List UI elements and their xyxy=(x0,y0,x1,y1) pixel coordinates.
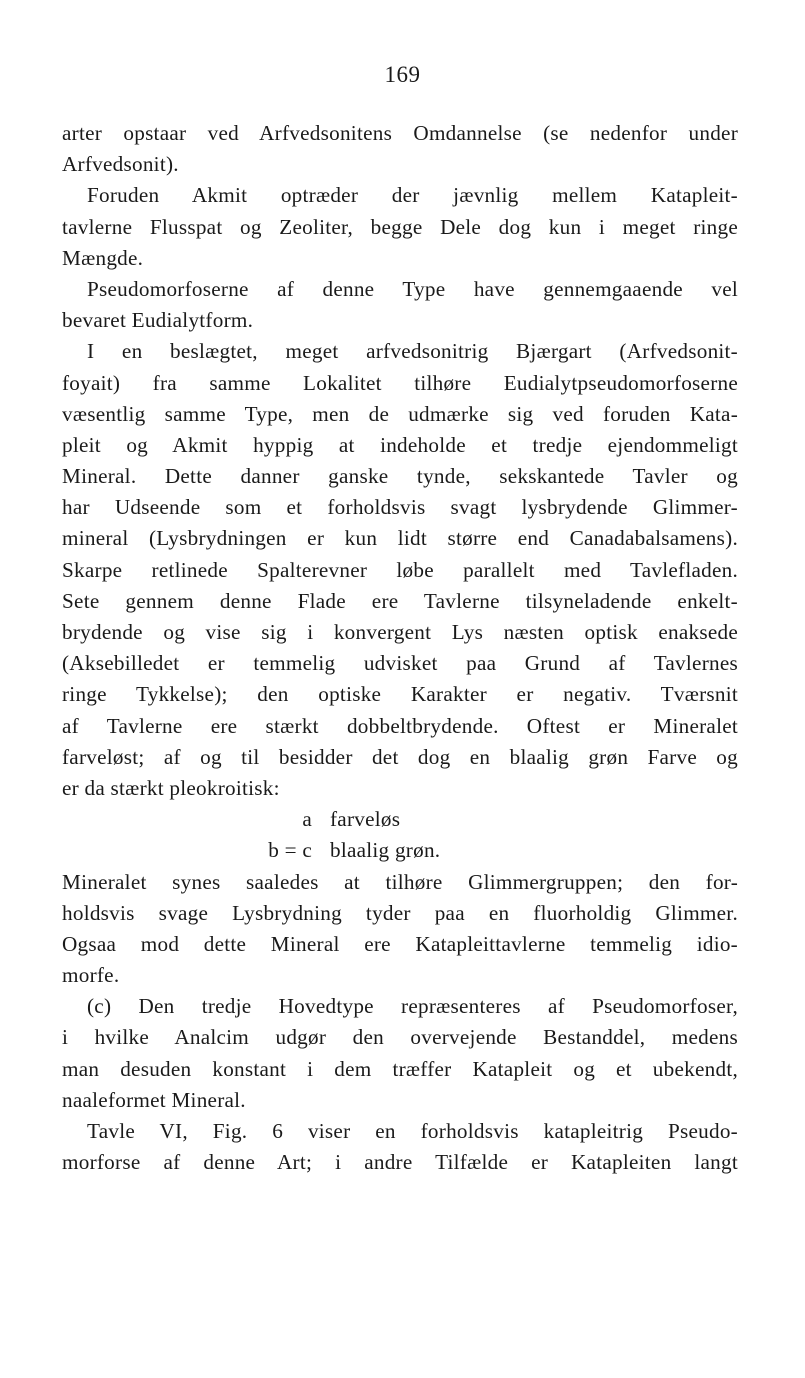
text-line: i hvilke Analcim udgør den overvejende Bestanddel, medens xyxy=(62,1025,738,1050)
text-line: Tavle VI, Fig. 6 viser en forholdsvis katapleitrig Pseudo- xyxy=(87,1119,738,1143)
text-line: er da stærkt pleokroitisk: xyxy=(62,775,280,800)
formula-description: farveløs xyxy=(330,807,401,832)
page-number: 169 xyxy=(384,62,421,87)
text-line: naaleformet Mineral. xyxy=(62,1087,246,1112)
text-line: pleit og Akmit hyppig at indeholde et tredje ejendommeligt xyxy=(62,432,738,457)
formula-symbol: b = c xyxy=(268,838,312,863)
text-line: man desuden konstant i dem træffer Katapleit og et ubekendt, xyxy=(62,1056,738,1081)
text-line: bevaret Eudialytform. xyxy=(62,308,254,333)
text-line: arter opstaar ved Arfvedsonitens Omdannelse (se nedenfor under xyxy=(62,121,738,145)
formula-symbol: a xyxy=(302,807,312,832)
formula-row xyxy=(62,804,738,835)
text-line: Pseudomorfoserne af denne Type have gennemgaaende vel xyxy=(87,276,738,301)
formula-row xyxy=(62,835,738,866)
body-text xyxy=(62,118,738,1178)
paragraph-lines-after-formula xyxy=(62,867,738,1179)
text-line: farveløst; af og til besidder det dog en blaalig grøn Farve og xyxy=(62,744,738,769)
text-line: tavlerne Flusspat og Zeoliter, begge Dele dog kun i meget ringe xyxy=(62,214,738,239)
text-line: Skarpe retlinede Spalterevner løbe parallelt med Tavlefladen. xyxy=(62,557,738,582)
text-line: Arfvedsonit). xyxy=(62,152,179,177)
text-line: mineral (Lysbrydningen er kun lidt større end Canadabalsamens). xyxy=(62,526,738,551)
text-line: morfe. xyxy=(62,963,120,988)
text-line: Mængde. xyxy=(62,245,144,270)
text-line: ringe Tykkelse); den optiske Karakter er negativ. Tværsnit xyxy=(62,682,738,707)
text-line: Foruden Akmit optræder der jævnlig mellem Katapleit- xyxy=(87,183,738,208)
text-line: væsentlig samme Type, men de udmærke sig ved foruden Kata- xyxy=(62,401,738,426)
text-line: I en beslægtet, meget arfvedsonitrig Bjærgart (Arfvedsonit- xyxy=(87,339,738,364)
formula-description: blaalig grøn. xyxy=(330,838,441,863)
text-line: foyait) fra samme Lokalitet tilhøre Eudialytpseudomorfoserne xyxy=(62,370,738,395)
text-line: af Tavlerne ere stærkt dobbeltbrydende. Oftest er Mineralet xyxy=(62,713,738,738)
text-line: morforse af denne Art; i andre Tilfælde er Katapleiten langt xyxy=(62,1150,738,1175)
text-line: holdsvis svage Lysbrydning tyder paa en fluorholdig Glimmer. xyxy=(62,900,738,925)
text-line: brydende og vise sig i konvergent Lys næsten optisk enaksede xyxy=(62,620,738,644)
text-line: Sete gennem denne Flade ere Tavlerne tilsyneladende enkelt- xyxy=(62,588,738,613)
text-line: Mineral. Dette danner ganske tynde, sekskantede Tavler og xyxy=(62,464,738,489)
pleochroism-formula xyxy=(62,804,738,866)
text-line: (Aksebilledet er temmelig udvisket paa Grund af Tavlernes xyxy=(62,651,738,676)
paragraph-lines-before-formula xyxy=(62,118,738,804)
text-line: Mineralet synes saaledes at tilhøre Glimmergruppen; den for- xyxy=(62,869,738,894)
text-line: har Udseende som et forholdsvis svagt lysbrydende Glimmer- xyxy=(62,495,738,520)
text-line: Ogsaa mod dette Mineral ere Katapleittavlerne temmelig idio- xyxy=(62,931,738,956)
text-line: (c) Den tredje Hovedtype repræsenteres af Pseudomorfoser, xyxy=(87,994,738,1019)
